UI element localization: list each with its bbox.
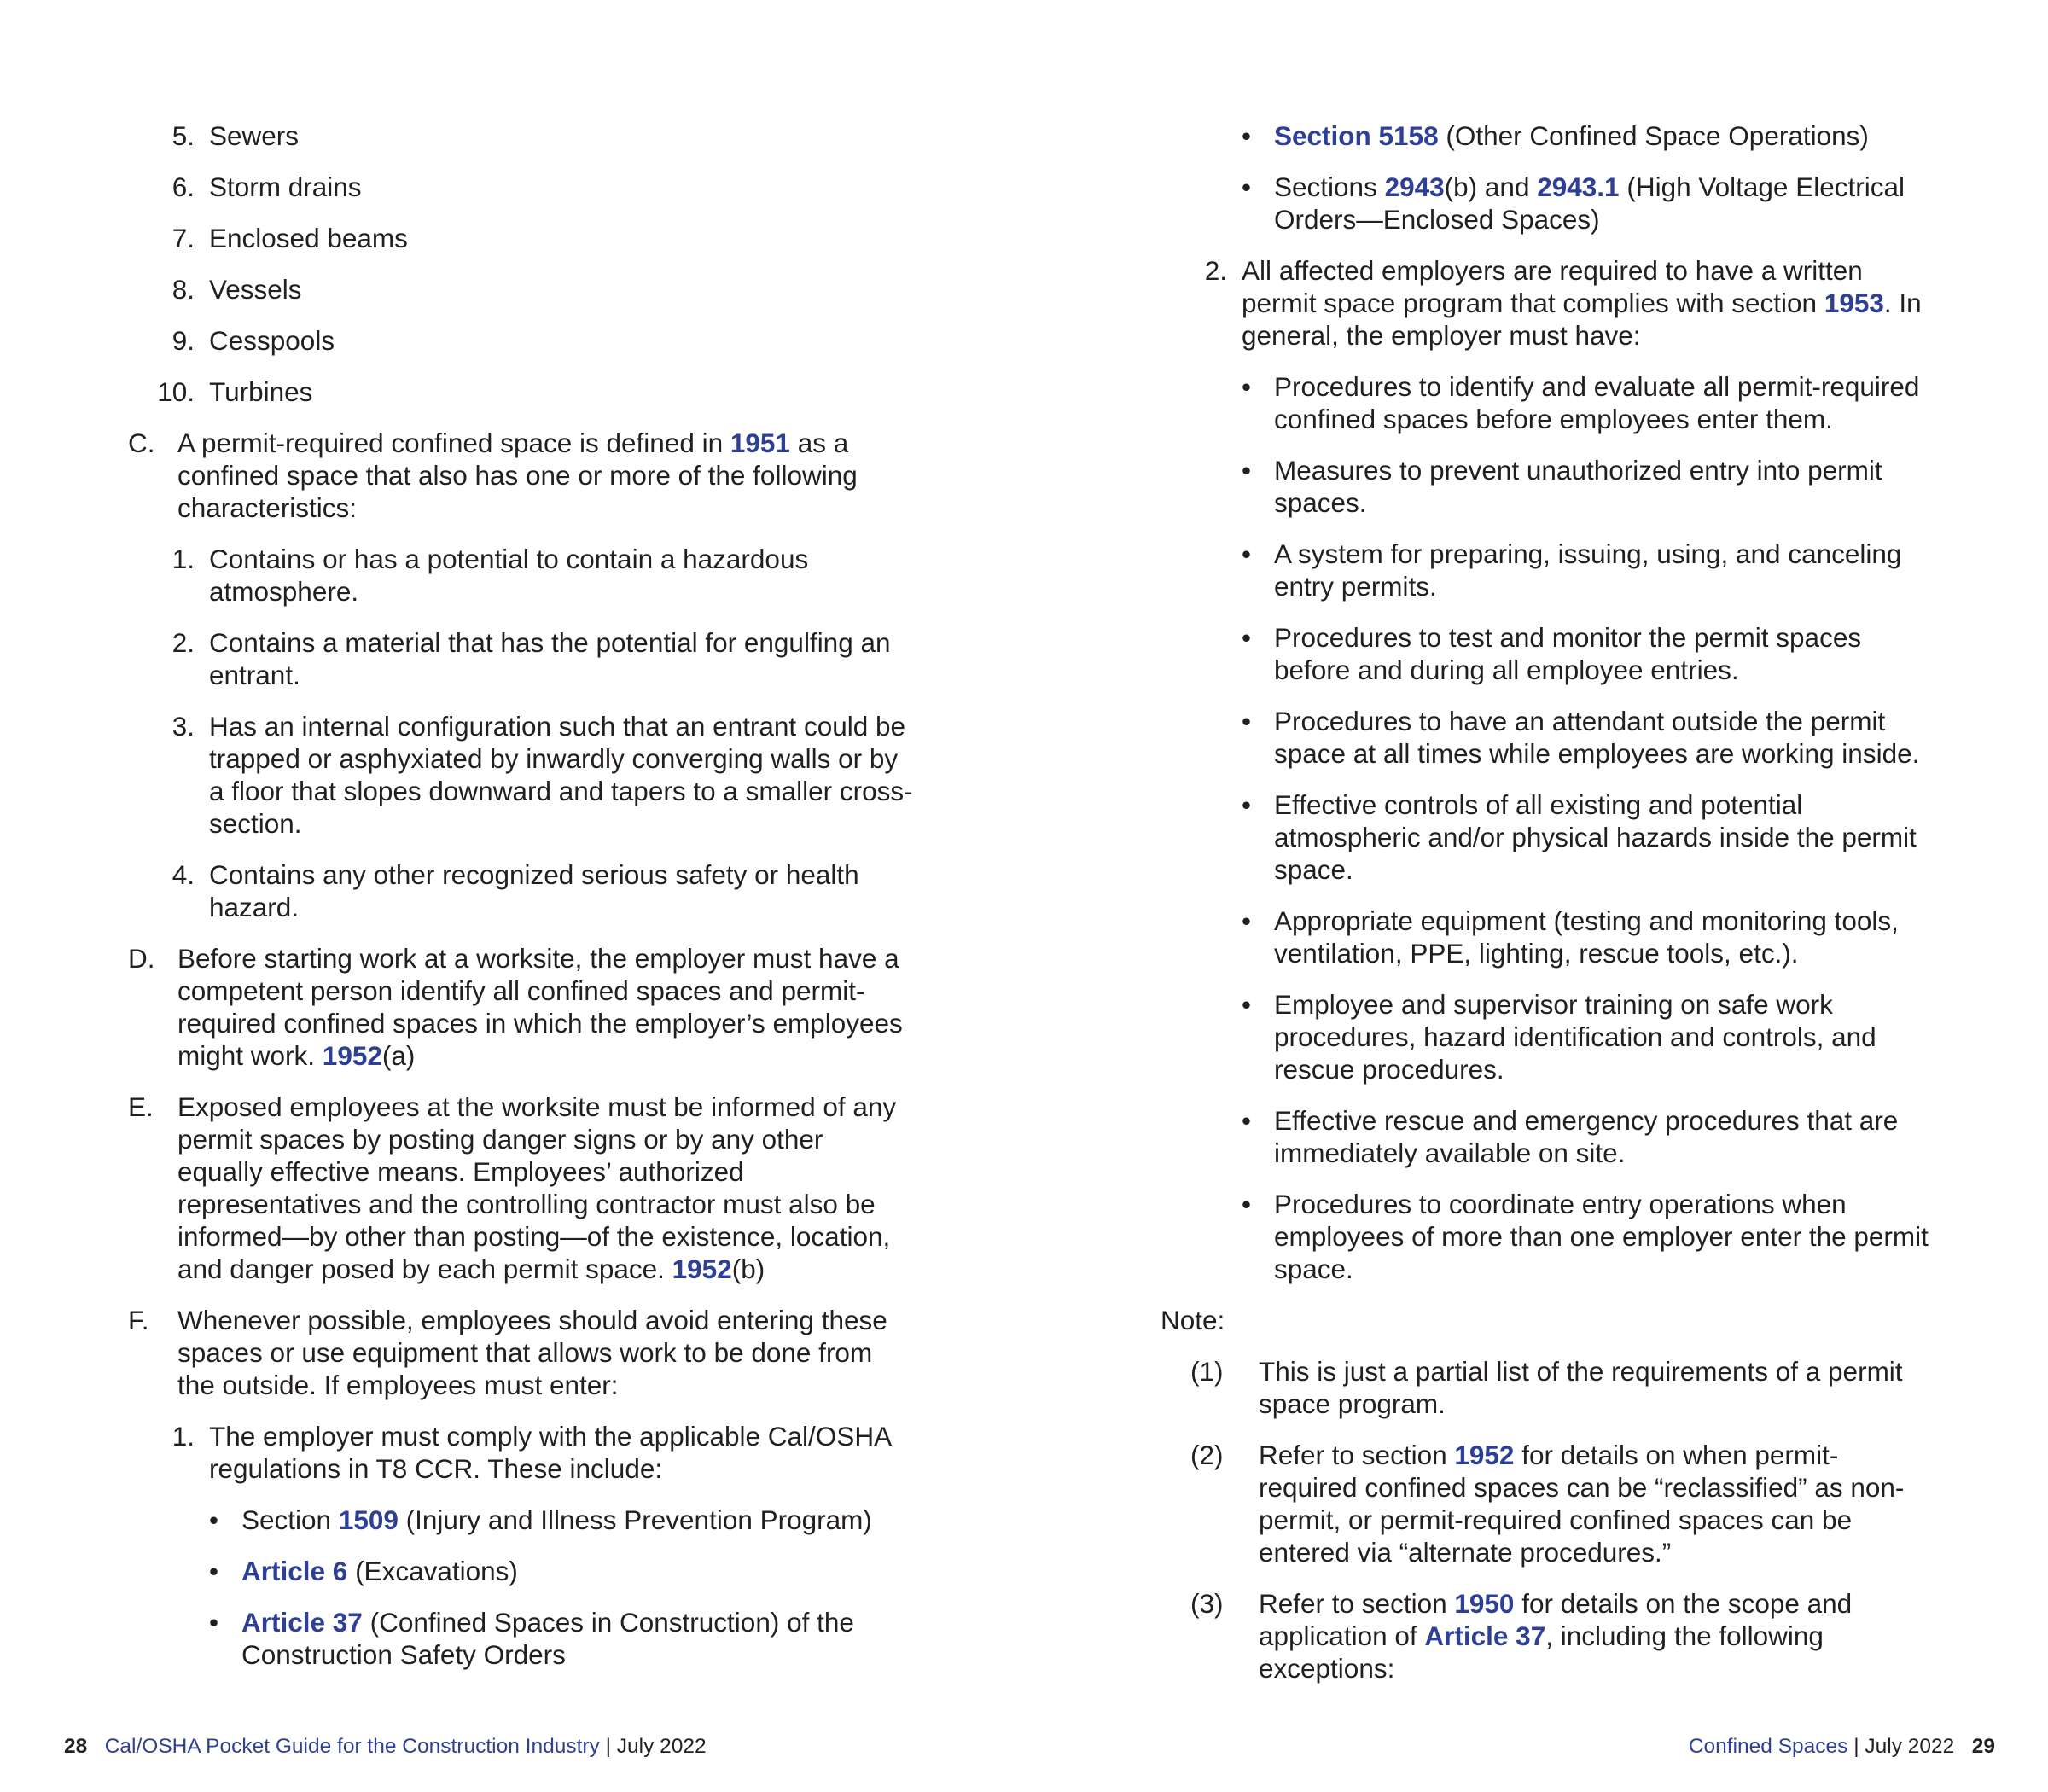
bullet-icon: • xyxy=(1242,455,1252,486)
bullet-icon: • xyxy=(1242,1105,1252,1136)
bullet-item: • Section 5158 (Other Confined Space Operations) xyxy=(1242,120,1869,151)
right-page-column xyxy=(1161,119,1929,1703)
note-label: Note: xyxy=(1161,1305,1225,1335)
ref-link-1952a[interactable]: 1952 xyxy=(322,1040,382,1071)
note-item: (3) Refer to section 1950 for details on the scope and application of Article 37, including the following exceptions: xyxy=(1190,1588,1853,1684)
bullet-item: • Procedures to identify and evaluate all permit-required confined spaces before employees enter them. xyxy=(1242,371,1920,434)
list-item: 2. Contains a material that has the potential for engulfing an entrant. xyxy=(172,627,891,690)
publication-date: July 2022 xyxy=(1865,1735,1955,1758)
section-e: E. Exposed employees at the worksite must be informed of any permit spaces by posting danger signs or by any other equally effective means. Employees’ authorized representatives and the controlling contractor must also be informed—by other than posting—of the existence, location, and danger posed by each permit space. 1952(b) xyxy=(128,1091,897,1284)
bullet-item: • Measures to prevent unauthorized entry into permit spaces. xyxy=(1242,455,1882,518)
list-item: 7. Enclosed beams xyxy=(172,223,408,253)
bullet-item: • Appropriate equipment (testing and monitoring tools, ventilation, PPE, lighting, rescue tools, etc.). xyxy=(1242,905,1899,969)
publication-date: July 2022 xyxy=(616,1735,707,1758)
ref-link-1953[interactable]: 1953 xyxy=(1824,288,1884,318)
list-item: 1. Contains or has a potential to contain a hazardous atmosphere. xyxy=(172,544,809,607)
bullet-item: • Section 1509 (Injury and Illness Prevention Program) xyxy=(209,1504,872,1535)
list-item: 1. The employer must comply with the applicable Cal/OSHA regulations in T8 CCR. These include: xyxy=(172,1421,891,1484)
bullet-icon: • xyxy=(209,1504,219,1535)
bullet-icon: • xyxy=(209,1607,219,1638)
ref-link-1951[interactable]: 1951 xyxy=(730,428,790,458)
list-item: 4. Contains any other recognized serious safety or health hazard. xyxy=(172,859,859,922)
list-item: 6. Storm drains xyxy=(172,172,362,202)
bullet-item: • Employee and supervisor training on safe work procedures, hazard identification and controls, and rescue procedures. xyxy=(1242,989,1876,1085)
bullet-icon: • xyxy=(1242,789,1252,820)
bullet-item: • Procedures to coordinate entry operations when employees of more than one employer enter the permit space. xyxy=(1242,1189,1929,1284)
bullet-icon: • xyxy=(1242,371,1252,402)
bullet-item: • Effective rescue and emergency procedures that are immediately available on site. xyxy=(1242,1105,1899,1168)
list-item: 8. Vessels xyxy=(172,274,302,305)
ref-link-1952b[interactable]: 1952 xyxy=(672,1254,732,1284)
bullet-item: • Article 6 (Excavations) xyxy=(209,1556,518,1586)
bullet-icon: • xyxy=(1242,989,1252,1020)
left-page-column xyxy=(128,119,913,1690)
note-item: (2) Refer to section 1952 for details on when permit-required confined spaces can be “reclassified” as non-permit, or permit-required confined spaces can be entered via “alternate procedures.” xyxy=(1190,1440,1905,1568)
list-item: 3. Has an internal configuration such that an entrant could be trapped or asphyxiated by inwardly converging walls or by a floor that slopes downward and tapers to a smaller cross-section. xyxy=(172,711,913,839)
bullet-icon: • xyxy=(1242,622,1252,653)
chapter-title: Confined Spaces xyxy=(1688,1735,1848,1758)
section-c: C. A permit-required confined space is defined in 1951 as a confined space that also has one or more of the following characteristics: xyxy=(128,428,858,523)
ref-link-1952[interactable]: 1952 xyxy=(1454,1440,1515,1470)
section-d: D. Before starting work at a worksite, the employer must have a competent person identify all confined spaces and permit-required confined spaces in which the employer’s employees might work. 1952(a) xyxy=(128,943,903,1071)
bullet-icon: • xyxy=(1242,120,1252,151)
note-item: (1) This is just a partial list of the requirements of a permit space program. xyxy=(1190,1356,1903,1419)
bullet-icon: • xyxy=(209,1556,219,1586)
section-f: F. Whenever possible, employees should avoid entering these spaces or use equipment that allows work to be done from the outside. If employees must enter: xyxy=(128,1305,887,1400)
bullet-icon: • xyxy=(1242,706,1252,736)
list-item: 9. Cesspools xyxy=(172,325,335,356)
bullet-icon: • xyxy=(1242,905,1252,936)
bullet-item: • Article 37 (Confined Spaces in Construction) of the Construction Safety Orders xyxy=(209,1607,854,1670)
ref-link-2943[interactable]: 2943 xyxy=(1384,172,1445,202)
bullet-icon: • xyxy=(1242,538,1252,569)
list-item: 5. Sewers xyxy=(172,120,300,151)
list-item: 10. Turbines xyxy=(157,376,313,407)
bullet-item: • Sections 2943(b) and 2943.1 (High Voltage Electrical Orders—Enclosed Spaces) xyxy=(1242,172,1905,235)
list-item: 2. All affected employers are required to have a written permit space program that complies with section 1953. In general, the employer must have: xyxy=(1204,255,1922,351)
bullet-item: • Procedures to have an attendant outside the permit space at all times while employees are working inside. xyxy=(1242,706,1920,769)
ref-link-article-37[interactable]: Article 37 xyxy=(241,1607,363,1638)
bullet-item: • Effective controls of all existing and potential atmospheric and/or physical hazards inside the permit space. xyxy=(1242,789,1917,885)
publication-title: Cal/OSHA Pocket Guide for the Construction Industry xyxy=(104,1735,600,1758)
bullet-item: • A system for preparing, issuing, using, and canceling entry permits. xyxy=(1242,538,1902,602)
ref-link-1509[interactable]: 1509 xyxy=(338,1504,399,1535)
right-page-footer: Confined Spaces | July 2022 29 xyxy=(1688,1735,1995,1758)
page-number: 28 xyxy=(64,1735,88,1758)
left-page-footer: 28 Cal/OSHA Pocket Guide for the Construction Industry | July 2022 xyxy=(64,1735,707,1758)
ref-link-5158[interactable]: Section 5158 xyxy=(1274,120,1439,151)
page-number: 29 xyxy=(1971,1735,1995,1758)
bullet-item: • Procedures to test and monitor the permit spaces before and during all employee entries. xyxy=(1242,622,1862,685)
ref-link-2943-1[interactable]: 2943.1 xyxy=(1537,172,1620,202)
ref-link-1950[interactable]: 1950 xyxy=(1454,1588,1515,1619)
bullet-icon: • xyxy=(1242,1189,1252,1219)
ref-link-article-37-note[interactable]: Article 37 xyxy=(1424,1620,1546,1651)
ref-link-article-6[interactable]: Article 6 xyxy=(241,1556,348,1586)
bullet-icon: • xyxy=(1242,172,1252,202)
